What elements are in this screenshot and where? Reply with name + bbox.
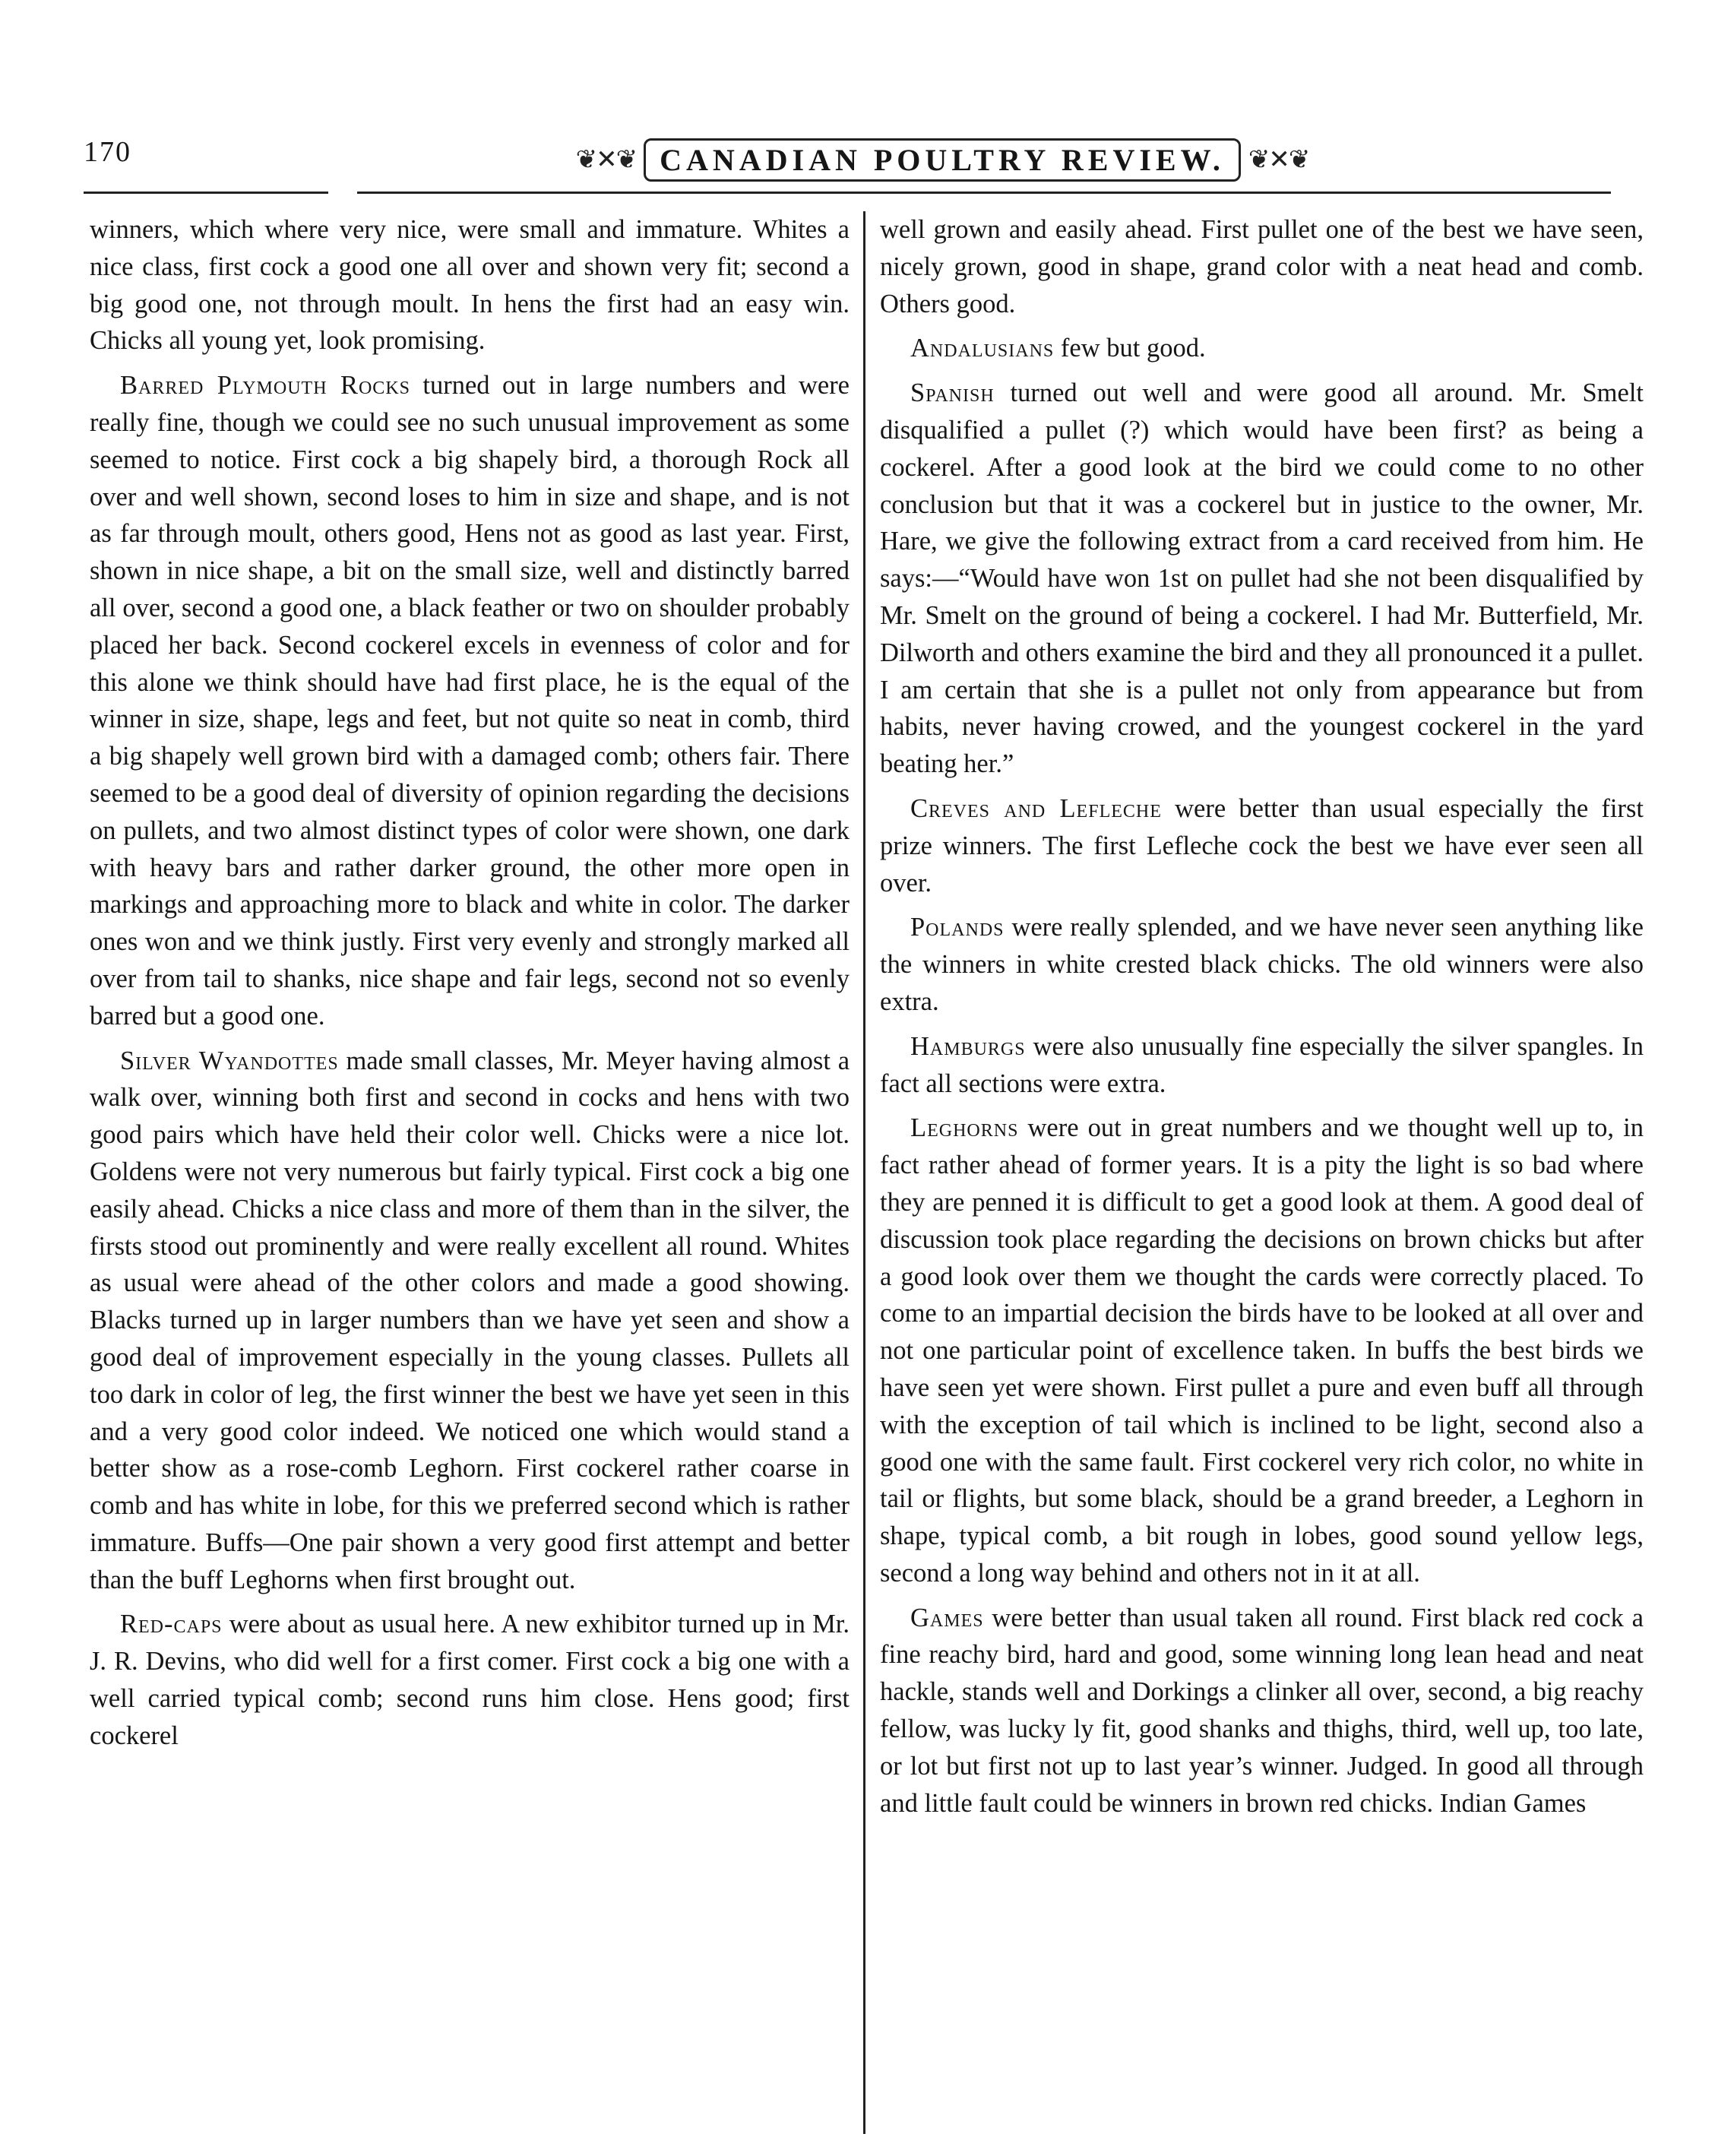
paragraph-lead: Spanish	[910, 378, 995, 408]
paragraph-text: were better than usual especially the first prize winners. The first Lefleche cock the best we have ever seen all over.	[880, 793, 1644, 898]
paragraph	[90, 1043, 850, 1599]
paragraph	[880, 211, 1644, 322]
masthead	[575, 129, 1309, 190]
paragraph-lead: Hamburgs	[910, 1031, 1026, 1061]
paragraph	[880, 1028, 1644, 1103]
paragraph-text: turned out in large numbers and were really fine, though we could see no such unusual improvement as some seemed to notice. First cock a big shapely bird, a thorough Rock all over and well shown, second loses to him in size and shape, and is not as far through moult, others good, Hens not as good as last year. First, shown in nice shape, a bit on the small size, well and distinctly barred all over, second a good one, a black feather or two on shoulder probably placed her back. Second cockerel excels in evenness of color and for this alone we think should have had first place, he is the equal of the winner in size, shape, legs and feet, but not quite so neat in comb, third a big shapely well grown bird with a damaged comb; others fair. There seemed to be a good deal of diversity of opinion regarding the decisions on pullets, and two almost distinct types of color were shown, one dark with heavy bars and rather darker ground, the other more open in markings and approaching more to black and white in color. The darker ones won and we think justly. First very evenly and strongly marked all over from tail to shanks, nice shape and fair legs, second not so evenly barred but a good one.	[90, 371, 850, 1031]
paragraph-lead: Polands	[910, 913, 1005, 942]
ornament-right-icon: ❦✕❦	[1248, 146, 1309, 174]
column-divider	[863, 211, 865, 2134]
header-rule-left	[84, 192, 328, 194]
paragraph-lead: Leghorns	[910, 1113, 1019, 1143]
header-rule-right	[357, 192, 1611, 194]
paragraph-lead: Barred Plymouth Rocks	[120, 371, 410, 400]
page-header	[84, 129, 1634, 198]
paragraph-text: were really splended, and we have never seen anything like the winners in white crested black chicks. The old winners were also extra.	[880, 913, 1644, 1016]
paragraph-lead: Silver Wyandottes	[120, 1046, 339, 1075]
paragraph	[880, 375, 1644, 783]
article-body	[90, 211, 1644, 2134]
paragraph-text: few but good.	[1054, 334, 1206, 363]
paragraph-text: were also unusually fine especially the silver spangles. In fact all sections were extra.	[880, 1031, 1644, 1098]
paragraph-text: winners, which where very nice, were small and immature. Whites a nice class, first cock a good one all over and shown very fit; second a big good one, not through moult. In hens the first had an easy win. Chicks all young yet, look promising.	[90, 215, 850, 356]
paragraph	[880, 1600, 1644, 1822]
paragraph	[880, 1110, 1644, 1591]
paragraph-lead: Games	[910, 1603, 984, 1632]
left-column	[90, 211, 850, 1762]
paragraph	[880, 330, 1644, 367]
page-number: 170	[84, 136, 131, 168]
paragraph-text: well grown and easily ahead. First pullet one of the best we have seen, nicely grown, good in shape, grand color with a neat head and comb. Others good.	[880, 215, 1644, 318]
right-column	[880, 211, 1644, 1829]
paragraph	[880, 909, 1644, 1020]
paragraph-text: were better than usual taken all round. First black red cock a fine reachy bird, hard and good, some winning long lean head and neat hackle, stands well and Dorkings a clinker all over, second, a big reachy fellow, was lucky ly fit, good shanks and thighs, third, well up, too late, or lot but first not up to last year’s winner. Judged. In good all through and little fault could be winners in brown red chicks. Indian Games	[880, 1603, 1644, 1818]
paragraph	[90, 1606, 850, 1754]
ornament-left-icon: ❦✕❦	[575, 146, 637, 174]
paragraph	[90, 367, 850, 1034]
masthead-title: CANADIAN POULTRY REVIEW.	[644, 138, 1241, 182]
paragraph-text: made small classes, Mr. Meyer having almost a walk over, winning both first and second in cocks and hens with two good pairs which have held their color well. Chicks were a nice lot. Goldens were not very numerous but fairly typical. First cock a big one easily ahead. Chicks a nice class and more of them than in the silver, the firsts stood out prominently and were really excellent all round. Whites as usual were ahead of the other colors and made a good showing. Blacks turned up in larger numbers than we have yet seen and show a good deal of improvement especially in the young classes. Pullets all too dark in color of leg, the first winner the best we have yet seen in this and a very good color indeed. We noticed one which would stand a better show as a rose-comb Leghorn. First cockerel rather coarse in comb and has white in lobe, for this we preferred second which is rather immature. Buffs—One pair shown a very good first attempt and better than the buff Leghorns when first brought out.	[90, 1046, 850, 1594]
paragraph	[90, 211, 850, 359]
paragraph-text: were out in great numbers and we thought well up to, in fact rather ahead of former years. It is a pity the light is so bad where they are penned it is difficult to get a good look at them. A good deal of discussion took place regarding the decisions on brown chicks but after a good look over them we thought the cards were correctly placed. To come to an impartial decision the birds have to be looked at all over and not one particular point of excellence taken. In buffs the best birds we have seen yet were shown. First pullet a pure and even buff all through with the exception of tail which is inclined to be light, second also a good one with the same fault. First cockerel very rich color, no white in tail or flights, but some black, should be a grand breeder, a Leghorn in shape, typical comb, a bit rough in lobes, good sound yellow legs, second a long way behind and others not in it at all.	[880, 1113, 1644, 1588]
paragraph-text: turned out well and were good all around. Mr. Smelt disqualified a pullet (?) which would have been first? as being a cockerel. After a good look at the bird we could come to no other conclusion but that it was a cockerel but in justice to the owner, Mr. Hare, we give the following extract from a card received from him. He says:—“Would have won 1st on pullet had she not been disqualified by Mr. Smelt on the ground of being a cockerel. I had Mr. Butterfield, Mr. Dilworth and others examine the bird and they all pronounced it a pullet. I am certain that she is a pullet not only from appearance but from habits, never having crowed, and the youngest cockerel in the yard beating her.”	[880, 378, 1644, 779]
paragraph-lead: Andalusians	[910, 334, 1055, 363]
paragraph-lead: Red-caps	[120, 1610, 223, 1639]
paragraph	[880, 790, 1644, 901]
paragraph-text: were about as usual here. A new exhibitor turned up in Mr. J. R. Devins, who did well for a first comer. First cock a big one with a well carried typical comb; second runs him close. Hens good; first cockerel	[90, 1610, 850, 1750]
paragraph-lead: Creves and Lefleche	[910, 793, 1162, 823]
